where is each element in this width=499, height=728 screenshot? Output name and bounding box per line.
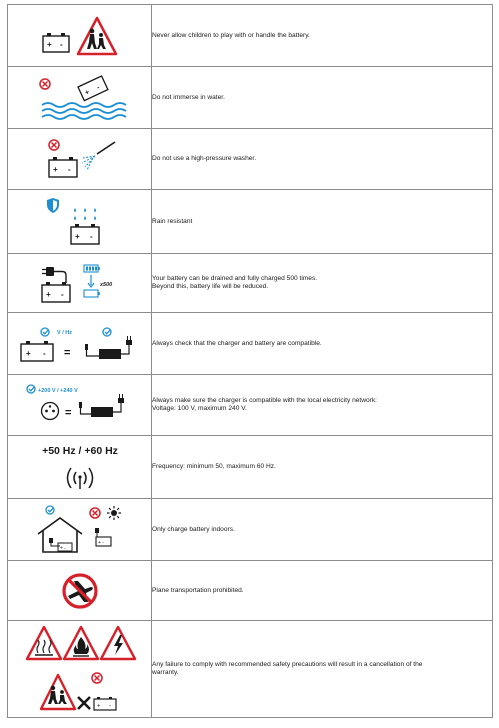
instruction-line: Any failure to comply with recommended safety precautions will result in a cancellation of the: [152, 661, 423, 668]
icon-cell: [8, 621, 152, 718]
table-row: [8, 375, 493, 436]
electric-warning-icon: [101, 627, 135, 659]
icon-cell: [8, 561, 152, 621]
svg-text:+: +: [25, 348, 31, 358]
svg-text:+: +: [83, 88, 91, 97]
instruction-text: [152, 129, 493, 190]
instruction-text: [152, 436, 493, 499]
svg-text:-: -: [60, 290, 64, 299]
safety-table: [7, 4, 493, 718]
instruction-line: Your battery can be drained and fully charged 500 times.: [152, 275, 318, 282]
icon-cell: [8, 313, 152, 375]
svg-text:-: -: [67, 165, 71, 174]
svg-text:-: -: [59, 39, 63, 49]
outdoor-charging-icon: [95, 528, 111, 546]
instruction-line: Frequency: minimum 50, maximum 60 Hz.: [152, 463, 276, 470]
safety-sheet: [7, 4, 493, 718]
pressure-washer-icon: [82, 142, 115, 170]
icon-cell: [8, 254, 152, 313]
icon-cell: [8, 129, 152, 190]
children-warning-icon: [41, 675, 75, 709]
fire-warning-icon: [64, 627, 98, 659]
signal-icon: [67, 468, 92, 489]
no-airplane-icon: [64, 575, 96, 607]
instruction-text: [152, 67, 493, 129]
instruction-text: [152, 313, 493, 375]
instruction-text: [152, 5, 493, 67]
icon-cell: [8, 5, 152, 67]
voltage-frequency-label: V / Hz: [56, 329, 72, 336]
table-row: [8, 67, 493, 129]
children-warning-icon: [78, 18, 116, 54]
frequency-label: +50 Hz / +60 Hz: [41, 445, 118, 457]
prohibited-icon: [90, 508, 100, 518]
instruction-line: Do not use a high-pressure washer.: [152, 155, 257, 162]
table-row: [8, 254, 493, 313]
instruction-line: Always make sure the charger is compatible with the local electricity network:: [152, 397, 378, 404]
battery-in-water-icon: [42, 76, 126, 119]
instruction-text: [152, 375, 493, 436]
svg-text:-: -: [89, 231, 93, 241]
instruction-line: Do not immerse in water.: [152, 93, 225, 101]
instruction-line: Never allow children to play with or handle the battery.: [152, 31, 310, 39]
check-icon: [103, 328, 111, 336]
table-row: [8, 499, 493, 561]
instruction-line: Plane transportation prohibited.: [152, 586, 244, 594]
heat-warning-icon: [27, 627, 61, 659]
prohibited-icon: [40, 79, 50, 89]
voltage-range-label: +200 V / +240 V: [37, 388, 78, 394]
rain-drops-icon: [74, 208, 96, 220]
svg-text:+ -: + -: [59, 545, 66, 551]
svg-text:+: +: [52, 165, 58, 174]
cycle-count-label: x500: [99, 282, 112, 288]
svg-text:-: -: [95, 83, 101, 92]
icon-cell: [8, 436, 152, 499]
icon-cell: [8, 499, 152, 561]
svg-text:+ -: + -: [97, 539, 104, 546]
svg-text:+: +: [46, 39, 52, 49]
instruction-text: [152, 561, 493, 621]
instruction-line: Rain resistant: [152, 217, 193, 225]
sun-icon: [107, 506, 121, 520]
instruction-line: Voltage: 100 V, maximum 240 V.: [152, 405, 247, 412]
battery-icon: [49, 157, 77, 177]
icon-cell: [8, 375, 152, 436]
table-row: [8, 621, 493, 718]
instruction-text: [152, 621, 493, 718]
prohibited-icon: [49, 140, 59, 150]
check-icon: [46, 506, 54, 514]
battery-icon: [42, 282, 70, 302]
svg-text:-: -: [108, 703, 111, 710]
svg-text:-: -: [42, 348, 46, 358]
socket-icon: [41, 403, 58, 420]
icon-cell: [8, 67, 152, 129]
battery-icon: [43, 33, 69, 52]
check-icon: [41, 328, 49, 336]
shield-icon: [47, 198, 59, 213]
icon-cell: [8, 190, 152, 254]
instruction-text: [152, 190, 493, 254]
charger-icon: [85, 336, 132, 359]
table-row: [8, 436, 493, 499]
check-icon: [27, 385, 35, 393]
instruction-text: [152, 254, 493, 313]
battery-cycle-icon: [84, 265, 100, 297]
tools-battery-icon: [78, 697, 116, 710]
equals-sign: =: [63, 346, 70, 359]
svg-text:+: +: [96, 703, 101, 710]
instruction-line: Always check that the charger and battery are compatible.: [152, 339, 322, 347]
table-row: [8, 129, 493, 190]
table-row: [8, 5, 493, 67]
table-row: [8, 313, 493, 375]
table-row: [8, 561, 493, 621]
instruction-line: warranty.: [152, 669, 179, 676]
instruction-line: Only charge battery indoors.: [152, 525, 235, 533]
plug-icon: [42, 267, 66, 283]
table-row: [8, 190, 493, 254]
battery-icon: [21, 341, 53, 361]
instruction-line: Beyond this, battery life will be reduced.: [152, 283, 269, 290]
equals-sign: =: [64, 407, 71, 419]
svg-text:+: +: [45, 290, 51, 299]
charger-icon: [79, 394, 124, 417]
svg-text:+: +: [74, 231, 80, 241]
prohibited-icon: [92, 673, 102, 683]
instruction-text: [152, 499, 493, 561]
house-charging-icon: [38, 518, 82, 552]
battery-icon: [71, 224, 99, 244]
